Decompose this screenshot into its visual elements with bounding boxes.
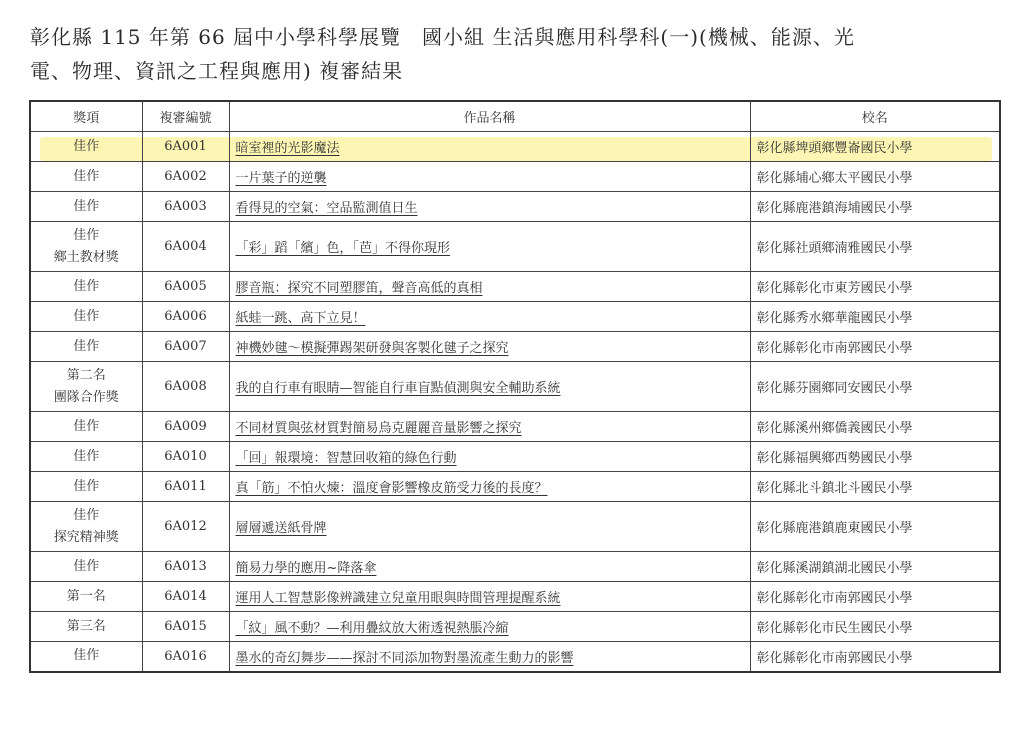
school-cell: 彰化縣鹿港鎮海埔國民小學 [750,192,1000,222]
school-cell: 彰化縣北斗鎮北斗國民小學 [750,472,1000,502]
school-cell: 彰化縣秀水鄉華龍國民小學 [750,302,1000,332]
award-cell [30,192,142,222]
award-cell [30,362,142,412]
award-label: 第三名 [66,618,106,634]
award-label: 佳作 [73,227,100,243]
award-label: 佳作 [73,507,100,523]
work-title: 墨水的奇幻舞步——探討不同添加物對墨流產生動力的影響 [235,650,574,666]
code-cell: 6A002 [142,162,229,192]
work-title-cell [229,412,750,442]
award-cell [30,642,142,672]
award-cell [30,472,142,502]
work-title-cell [229,472,750,502]
award-label: 佳作 [73,448,100,464]
work-title: 層層遞送紙骨牌 [235,521,327,536]
award-label: 佳作 [73,558,100,574]
work-title: 真「筋」不怕火煉：溫度會影響橡皮筋受力後的長度？ [235,481,548,496]
table-row [30,412,1000,442]
work-title: 紙蛙一跳、高下立見！ [235,311,366,326]
award-label: 佳作 [73,338,100,354]
award-cell [30,552,142,582]
award-label: 佳作 [73,278,100,294]
table-row [30,502,1000,552]
table-row [30,582,1000,612]
school-cell: 彰化縣彰化市南郭國民小學 [750,332,1000,362]
work-title: 看得見的空氣：空品監測值日生 [235,201,418,216]
award-label: 佳作 [73,308,100,324]
award-label: 第二名 [66,367,106,383]
award-cell [30,222,142,272]
code-cell: 6A016 [142,642,229,672]
code-cell: 6A001 [142,132,229,162]
award-cell [30,412,142,442]
award-cell [30,302,142,332]
table-row [30,302,1000,332]
award-label: 佳作 [73,198,100,214]
title-line-2: 電、物理、資訊之工程與應用) 複審結果 [30,59,404,83]
document-title [30,20,990,88]
work-title-cell [229,272,750,302]
award-cell [30,442,142,472]
title-line-1: 彰化縣 115 年第 66 屆中小學科學展覽 國小組 生活與應用科學科(一)(機械、能源、光 [30,25,855,49]
award-cell [30,612,142,642]
award-cell [30,162,142,192]
work-title-cell [229,582,750,612]
work-title-cell [229,502,750,552]
code-cell: 6A003 [142,192,229,222]
work-title: 一片葉子的逆襲 [235,171,327,186]
special-award-label: 鄉土教材獎 [53,249,119,265]
special-award-label: 團隊合作獎 [53,389,119,405]
code-cell: 6A005 [142,272,229,302]
school-cell: 彰化縣鹿港鎮鹿東國民小學 [750,502,1000,552]
work-title: 「彩」蹈「繽」色，「芭」不得你現形 [235,241,451,256]
work-title-cell [229,192,750,222]
school-cell: 彰化縣彰化市南郭國民小學 [750,642,1000,672]
table-row [30,552,1000,582]
table-body [30,132,1000,672]
results-table [29,100,1001,673]
special-award-label: 探究精神獎 [53,529,119,545]
award-cell [30,132,142,162]
work-title-cell [229,132,750,162]
header-code: 複審編號 [142,101,229,132]
award-label: 佳作 [73,478,100,494]
school-cell: 彰化縣彰化市南郭國民小學 [750,582,1000,612]
code-cell: 6A009 [142,412,229,442]
award-cell [30,272,142,302]
work-title-cell [229,162,750,192]
code-cell: 6A010 [142,442,229,472]
award-cell [30,582,142,612]
school-cell: 彰化縣彰化市東芳國民小學 [750,272,1000,302]
school-cell: 彰化縣芬園鄉同安國民小學 [750,362,1000,412]
table-row [30,332,1000,362]
code-cell: 6A004 [142,222,229,272]
award-label: 佳作 [73,168,100,184]
school-cell: 彰化縣溪湖鎮湖北國民小學 [750,552,1000,582]
code-cell: 6A008 [142,362,229,412]
work-title-cell [229,332,750,362]
table-row [30,222,1000,272]
work-title-cell [229,642,750,672]
table-row [30,442,1000,472]
school-cell: 彰化縣社頭鄉湳雅國民小學 [750,222,1000,272]
header-award: 獎項 [30,101,142,132]
table-row [30,162,1000,192]
code-cell: 6A013 [142,552,229,582]
header-school: 校名 [750,101,1000,132]
table-row [30,472,1000,502]
table-row [30,612,1000,642]
award-cell [30,332,142,362]
school-cell: 彰化縣彰化市民生國民小學 [750,612,1000,642]
work-title: 我的自行車有眼睛—智能自行車盲點偵測與安全輔助系統 [235,381,561,396]
table-row [30,642,1000,672]
code-cell: 6A011 [142,472,229,502]
header-work: 作品名稱 [229,101,750,132]
award-cell [30,502,142,552]
school-cell: 彰化縣埔心鄉太平國民小學 [750,162,1000,192]
table-row [30,362,1000,412]
school-cell: 彰化縣溪州鄉僑義國民小學 [750,412,1000,442]
code-cell: 6A012 [142,502,229,552]
table-row [30,192,1000,222]
school-cell: 彰化縣埤頭鄉豐崙國民小學 [750,132,1000,162]
work-title: 「回」報環境：智慧回收箱的綠色行動 [235,451,457,466]
work-title: 不同材質與弦材質對簡易烏克麗麗音量影響之探究 [235,421,522,436]
school-cell: 彰化縣福興鄉西勢國民小學 [750,442,1000,472]
work-title-cell [229,612,750,642]
code-cell: 6A006 [142,302,229,332]
work-title-cell [229,222,750,272]
work-title: 膠音瓶：探究不同塑膠笛，聲音高低的真相 [235,281,483,296]
award-label: 第一名 [66,588,106,604]
code-cell: 6A007 [142,332,229,362]
work-title: 神機妙毽～模擬彈踢架研發與客製化毽子之探究 [235,341,509,356]
work-title-cell [229,362,750,412]
code-cell: 6A014 [142,582,229,612]
work-title: 「紋」風不動？—利用疊紋放大術透視熱脹冷縮 [235,621,509,636]
award-label: 佳作 [73,418,100,434]
work-title: 暗室裡的光影魔法 [235,141,340,156]
work-title: 簡易力學的應用~降落傘 [235,561,377,576]
award-label: 佳作 [73,138,100,154]
work-title: 運用人工智慧影像辨識建立兒童用眼與時間管理提醒系統 [235,591,561,606]
table-header-row [30,101,1000,132]
table-row [30,132,1000,162]
code-cell: 6A015 [142,612,229,642]
work-title-cell [229,302,750,332]
work-title-cell [229,442,750,472]
work-title-cell [229,552,750,582]
award-label: 佳作 [73,648,100,664]
table-row [30,272,1000,302]
